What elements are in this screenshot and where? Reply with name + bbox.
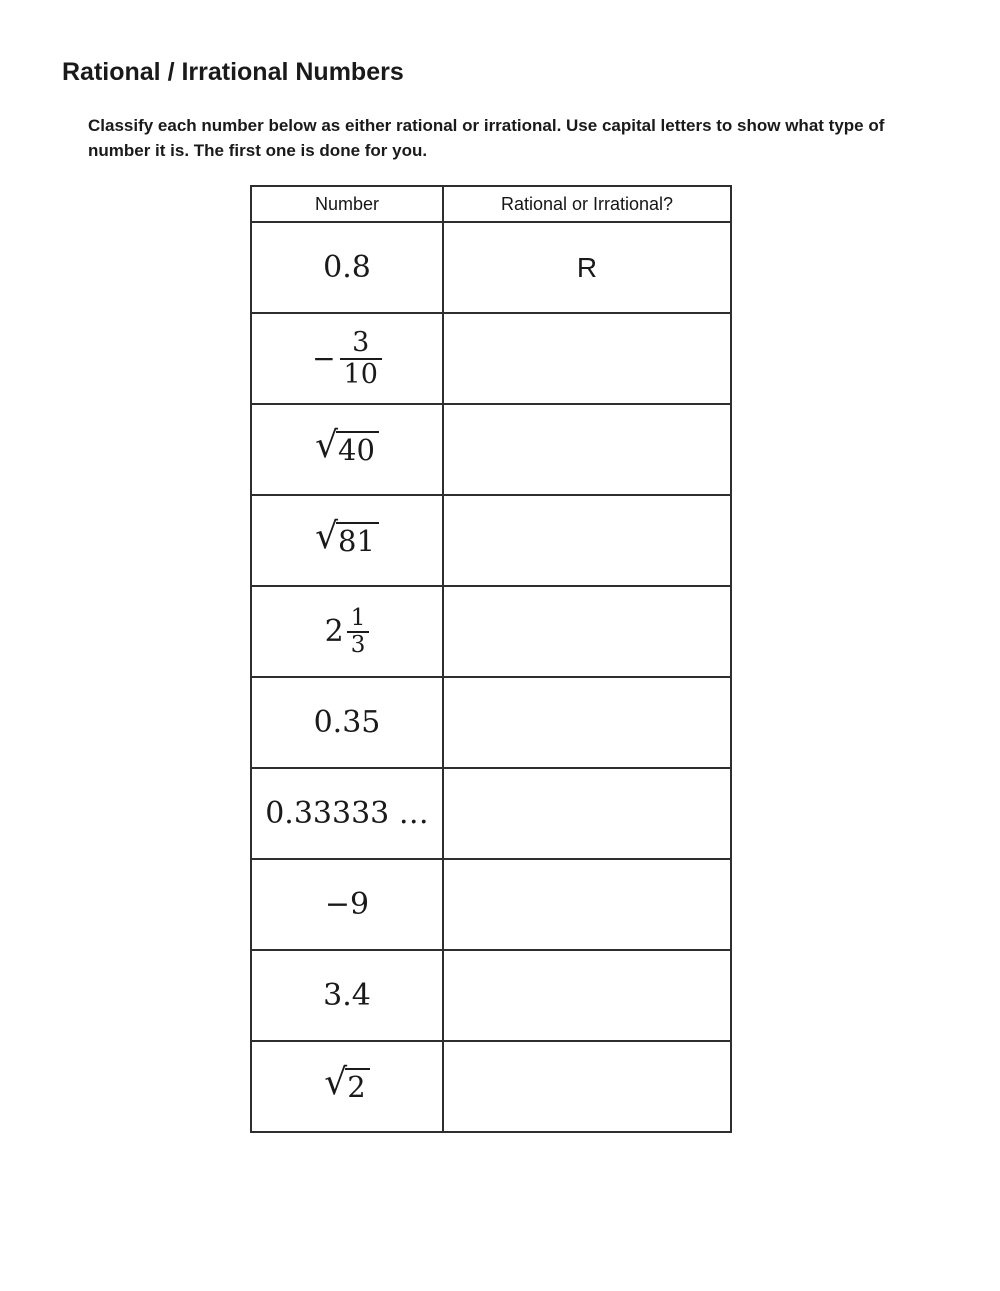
table-row: [251, 677, 731, 768]
radical-sign-icon: √: [324, 1062, 348, 1104]
denominator: 10: [340, 358, 382, 389]
mixed-number-value: [325, 606, 370, 656]
table-row: [251, 950, 731, 1041]
radicand: 40: [336, 431, 379, 467]
number-cell: [251, 222, 443, 313]
table-header-row: [251, 186, 731, 222]
table-row: [251, 222, 731, 313]
number-cell: [251, 768, 443, 859]
numerator: 1: [350, 605, 366, 632]
minus-sign: −: [312, 342, 336, 375]
table-row: [251, 404, 731, 495]
table-row: [251, 768, 731, 859]
page-title: Rational / Irrational Numbers: [62, 58, 404, 86]
number-cell: [251, 950, 443, 1041]
table-row: [251, 1041, 731, 1132]
answer-cell[interactable]: [443, 677, 731, 768]
number-value: −9: [324, 887, 370, 922]
column-header-rational-or-irrational: Rational or Irrational?: [443, 186, 731, 222]
radical-sign-icon: √: [315, 425, 339, 467]
whole-number: 2: [324, 614, 344, 649]
radicand: 2: [345, 1068, 369, 1104]
answer-cell[interactable]: [443, 586, 731, 677]
answer-cell[interactable]: [443, 859, 731, 950]
number-value: 0.35: [313, 705, 381, 740]
fraction: [347, 606, 370, 656]
square-root-value: [324, 1062, 369, 1105]
square-root-value: [315, 425, 379, 468]
number-value: 0.8: [323, 250, 371, 285]
number-cell: [251, 859, 443, 950]
number-cell: [251, 404, 443, 495]
answer-cell[interactable]: [443, 950, 731, 1041]
square-root-value: [315, 516, 379, 559]
column-header-number: Number: [251, 186, 443, 222]
number-cell: [251, 313, 443, 404]
number-value: 0.33333 …: [265, 796, 429, 831]
table-body: [251, 222, 731, 1132]
denominator: 3: [347, 631, 370, 657]
table-row: [251, 586, 731, 677]
answer-cell[interactable]: [443, 768, 731, 859]
answer-cell[interactable]: [443, 495, 731, 586]
table-row: [251, 859, 731, 950]
answer-cell[interactable]: R: [443, 222, 731, 313]
negative-fraction-value: [312, 328, 382, 388]
radicand: 81: [336, 522, 379, 558]
numerator: 3: [352, 327, 370, 359]
table-row: [251, 313, 731, 404]
answer-cell[interactable]: [443, 313, 731, 404]
number-value: 3.4: [323, 978, 371, 1013]
number-cell: [251, 677, 443, 768]
number-cell: [251, 1041, 443, 1132]
table-row: [251, 495, 731, 586]
answer-cell[interactable]: [443, 1041, 731, 1132]
radical-sign-icon: √: [315, 516, 339, 558]
answer-cell[interactable]: [443, 404, 731, 495]
instructions-text: Classify each number below as either rational or irrational. Use capital letters to show what type of number it is. The first one is done for you.: [88, 116, 885, 160]
number-cell: [251, 586, 443, 677]
classification-table: [250, 185, 732, 1133]
fraction: [340, 328, 382, 388]
number-cell: [251, 495, 443, 586]
